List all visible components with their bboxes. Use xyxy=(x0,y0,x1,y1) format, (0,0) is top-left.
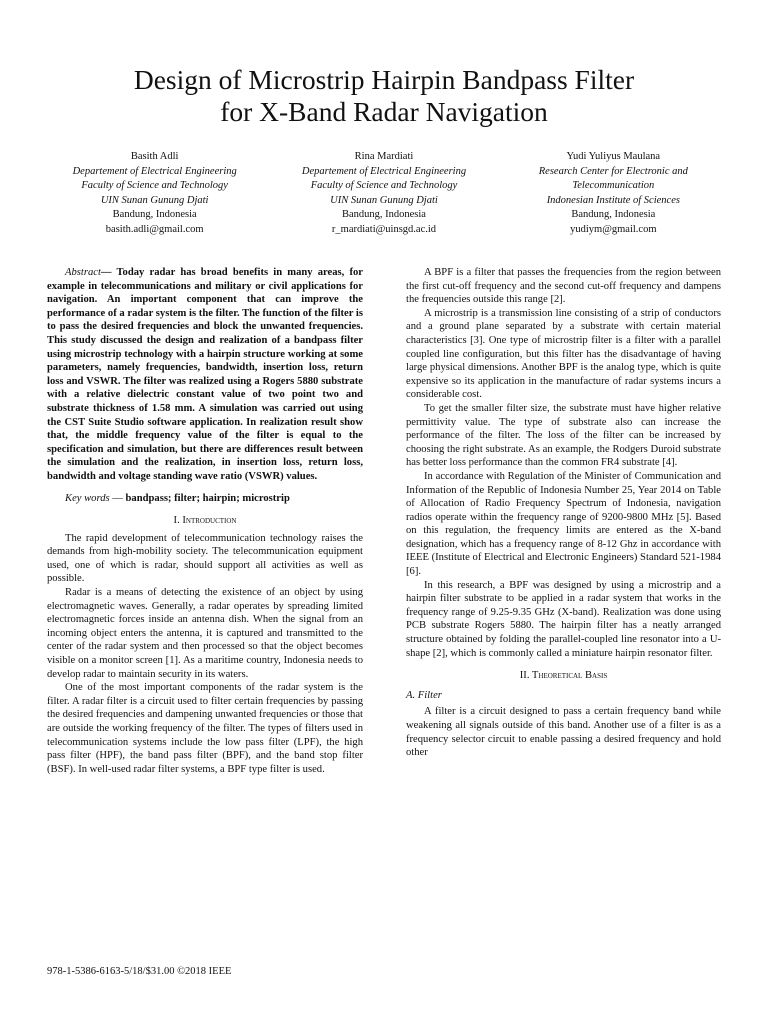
keywords-text: bandpass; filter; hairpin; microstrip xyxy=(125,492,290,504)
abstract-text: Today radar has broad benefits in many areas, for example in telecommunications and military or civil applications for navigation. An important component that can improve the performance of a radar system is the filter. The function of the filter is to pass the desired frequencies and block the unwanted frequencies. This study discussed the design and realization of a bandpass filter using microstrip technology with a hairpin structure working at some parameters, namely frequencies, bandwidth, insertion loss, return loss and VSWR. The filter was realized using a Rogers 5880 substrate with a relative dielectric constant value of two point two and substrate thickness of 1.58 mm. A simulation was carried out using the CST Suite Studio software application. In realization result show that, the middle frequency value of the filter is equal to the specification and simulation, but there are differences result between the simulation and the realization, in insertion loss, return loss, bandwidth and voltage standing wave ratio (VSWR) values. xyxy=(47,267,363,482)
author-3 xyxy=(499,150,728,238)
author-name: Rina Mardiati xyxy=(354,151,414,162)
author-city: Bandung, Indonesia xyxy=(341,209,426,221)
author-2 xyxy=(269,150,498,238)
title-line-2: for X-Band Radar Navigation xyxy=(220,96,548,127)
author-affiliation: UIN Sunan Gunung Djati xyxy=(100,194,209,206)
copyright-footer: 978-1-5386-6163-5/18/$31.00 ©2018 IEEE xyxy=(47,966,232,977)
title-line-1: Design of Microstrip Hairpin Bandpass Filter xyxy=(133,64,635,95)
author-name: Yudi Yuliyus Maulana xyxy=(566,151,661,162)
body-paragraph: A BPF is a filter that passes the frequencies from the region between the first cut-off frequency and the second cut-off frequency and dampens the frequencies outside this range [2]. xyxy=(406,267,721,306)
subsection-heading-filter: A. Filter xyxy=(406,689,442,701)
paper-title xyxy=(0,64,768,128)
intro-paragraph: Radar is a means of detecting the existence of an object by using electromagnetic waves. Generally, a radar operates by spreading limited electromagnetic forces inside an antenna dish. When the signal from an incoming object enters the antenna, it is captured and transmitted to the center of the radar system and then processed so that the object becomes visible on a monitor screen [1]. As a maritime country, Indonesia needs to develop radar to maintain security in its waters. xyxy=(47,587,363,680)
author-email: basith.adli@gmail.com xyxy=(105,223,204,235)
author-1 xyxy=(40,150,269,238)
intro-paragraph: One of the most important components of the radar system is the filter. A radar filter is a circuit used to filter certain frequencies by passing the desired frequencies and dampening unwanted frequencies or those that are outside the working frequency of the filter. The types of filters used in telecommunication systems include the low pass filter (LPF), the high pass filter (HPF), the band pass filter (BPF), and the band stop filter (BSF). In well-used radar filter systems, a BPF type filter is used. xyxy=(47,682,363,775)
body-paragraph: In accordance with Regulation of the Minister of Communication and Information of the Republic of Indonesia Number 25, Year 2014 on Table of Allocation of Radio Frequency Spectrum of Indonesia, navigation radios operate within the frequency range of 9200-9800 MHz [5]. Based on this regulation, the frequency limits are entered as the X-band designation, which has a frequency range of 8-12 Ghz in accordance with IEEE (Institute of Electrical and Electronic Engineers) Standard 521-1984 [6]. xyxy=(406,470,721,578)
body-paragraph: A microstrip is a transmission line consisting of a strip of conductors and a ground plane separated by a substrate with certain material characteristics [3]. One type of microstrip filter is a filter with a parallel coupled line configuration, but this filter has the disadvantage of having large physical dimensions. Another BPF is the analog type, which is quite expensive so its application in the manufacture of radar systems incurs a considerable cost. xyxy=(406,307,721,401)
author-city: Bandung, Indonesia xyxy=(112,209,197,221)
section-heading-theoretical-basis: II. Theoretical Basis xyxy=(519,670,608,682)
author-city: Bandung, Indonesia xyxy=(571,209,656,221)
keywords xyxy=(47,492,363,506)
abstract-label: Abstract xyxy=(65,267,101,278)
abstract xyxy=(47,266,363,484)
author-affiliation: Faculty of Science and Technology xyxy=(81,180,228,192)
author-affiliation: Departement of Electrical Engineering xyxy=(72,165,237,177)
author-affiliation: Departement of Electrical Engineering xyxy=(301,165,467,177)
author-name: Basith Adli xyxy=(130,151,179,162)
author-email: yudiym@gmail.com xyxy=(570,223,657,235)
left-column xyxy=(47,266,363,776)
author-affiliation: Research Center for Electronic and Telecommunication xyxy=(538,165,688,192)
right-column xyxy=(406,266,721,760)
keywords-dash: — xyxy=(109,492,126,504)
body-paragraph: To get the smaller filter size, the substrate must have higher relative permittivity value. The type of substrate also can increase the performance of the filter. The loss of the filter can be increased by choosing the right substrate. As an example, the Rodgers Duroid substrate has better loss performance than the common FR4 substrate [4]. xyxy=(406,402,721,469)
section-heading-introduction: I. Introduction xyxy=(173,515,237,527)
author-email: r_mardiati@uinsgd.ac.id xyxy=(331,223,437,235)
intro-paragraph: The rapid development of telecommunication technology raises the demands from high-mobility society. The telecommunication equipment used, one of which is radar, should support all activities as well as possible. xyxy=(47,532,363,585)
keywords-label: Key words xyxy=(65,492,110,504)
author-block xyxy=(40,150,728,238)
filter-paragraph: A filter is a circuit designed to pass a certain frequency band while weakening all signals outside of this band. Another use of a filter is as a frequency selector circuit to enable passing a desired frequency and hold other xyxy=(406,706,721,759)
author-affiliation: Faculty of Science and Technology xyxy=(310,180,458,192)
body-paragraph: In this research, a BPF was designed by using a microstrip and a hairpin filter substrate to be applied in a radar system that works in the frequency range of 9.25-9.35 GHz (X-band). Realization was done using PCB substrate Rogers 5880. The hairpin filter has a neatly arranged structure obtained by folding the parallel-coupled line resonator into a U-shape [2], which is commonly called a miniature hairpin resonator filter. xyxy=(406,579,721,659)
author-affiliation: UIN Sunan Gunung Djati xyxy=(330,194,438,206)
author-affiliation: Indonesian Institute of Sciences xyxy=(546,194,680,206)
abstract-dash: — xyxy=(100,267,117,278)
